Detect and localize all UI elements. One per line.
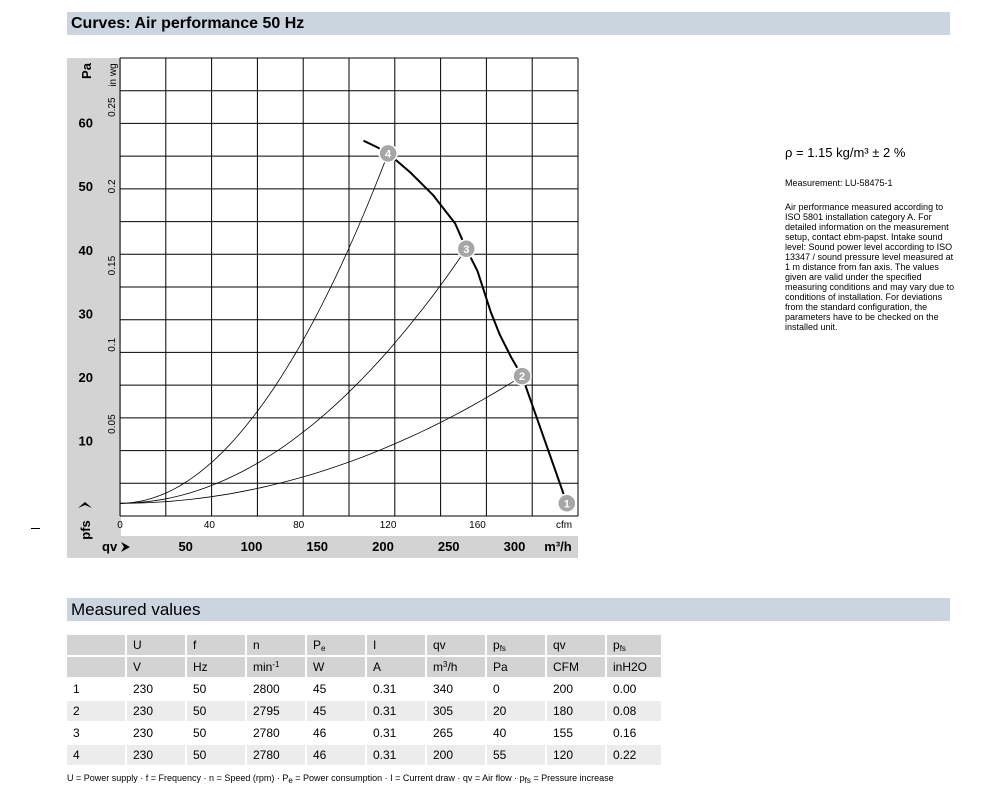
table-cell-text: 155 bbox=[553, 726, 574, 740]
y-axis-band bbox=[67, 58, 121, 536]
measured-title: Measured values bbox=[71, 600, 201, 619]
margin-dash bbox=[31, 528, 40, 529]
table-header-cell bbox=[246, 635, 306, 656]
table-unit-cell-text: inH2O bbox=[613, 660, 648, 674]
table-header-cell bbox=[126, 635, 186, 656]
y-tick-inwg: 0.2 bbox=[107, 179, 118, 194]
table-cell-text: 0.31 bbox=[373, 726, 397, 740]
table-cell-text: 265 bbox=[433, 726, 454, 740]
table-unit-cell-text: Hz bbox=[193, 660, 208, 674]
table-cell bbox=[306, 744, 366, 766]
table-cell-text: 4 bbox=[73, 748, 80, 762]
measured-header-bar bbox=[67, 598, 950, 621]
table-cell bbox=[486, 744, 546, 766]
table-cell-text: 45 bbox=[313, 682, 327, 696]
y-tick-pa: 20 bbox=[78, 370, 93, 386]
y-tick-pa: 30 bbox=[78, 306, 93, 322]
table-header-cell bbox=[546, 635, 606, 656]
x-unit-cfm: cfm bbox=[555, 520, 573, 531]
table-cell bbox=[306, 678, 366, 700]
table-cell bbox=[426, 744, 486, 766]
table-cell bbox=[67, 722, 126, 744]
table-header-cell-sub: e bbox=[321, 643, 326, 653]
table-header-cell-text: f bbox=[193, 638, 197, 652]
table-cell-text: 2795 bbox=[253, 704, 280, 718]
legend-part-3: = Pressure increase bbox=[530, 773, 614, 783]
table-cell-text: 0.00 bbox=[613, 682, 637, 696]
legend-part-1: U = Power supply · f = Frequency · n = Speed (rpm) · P bbox=[67, 773, 289, 783]
table-unit-cell-text: CFM bbox=[553, 660, 579, 674]
operating-point-label-1: 1 bbox=[563, 498, 570, 511]
table-unit-cell-text: V bbox=[133, 660, 142, 674]
table-header-cell-text: I bbox=[373, 638, 377, 652]
table-cell-text: 200 bbox=[553, 682, 574, 696]
x-tick-cfm: 160 bbox=[469, 520, 486, 531]
table-cell bbox=[126, 700, 186, 722]
table-cell bbox=[246, 700, 306, 722]
table-cell bbox=[366, 744, 426, 766]
table-cell bbox=[246, 744, 306, 766]
measurement-description: Air performance measured according to ISO 5801 installation category A. For detailed information on the measurement setup, contact ebm-papst. Intake sound level: Sound power level according to ISO 13347 / sound pressure level measured at 1 m distance from fan axis. The values given are valid under the specified measuring conditions and may vary due to conditions of installation. For deviations from the standard configuration, the parameters have to be checked on the installed unit. bbox=[785, 202, 955, 332]
table-header-cell-text: P bbox=[313, 637, 322, 652]
operating-point-label-4: 4 bbox=[385, 148, 392, 161]
table-row bbox=[67, 678, 662, 700]
x-tick-cfm: 0 bbox=[117, 520, 123, 531]
legend-sub-2: fs bbox=[524, 776, 531, 785]
table-unit-cell bbox=[67, 656, 126, 678]
x-tick-m3h: 100 bbox=[240, 539, 263, 554]
table-cell-text: 20 bbox=[493, 704, 507, 718]
table-cell bbox=[546, 722, 606, 744]
x-tick-m3h: 300 bbox=[503, 539, 526, 554]
y-tick-inwg: 0.15 bbox=[107, 255, 118, 276]
table-cell bbox=[306, 722, 366, 744]
table-unit-cell-text: Pa bbox=[493, 660, 508, 674]
table-header-cell-sub: fs bbox=[619, 643, 626, 653]
x-tick-cfm: 80 bbox=[293, 520, 305, 531]
table-cell-text: 50 bbox=[193, 726, 207, 740]
table-row bbox=[67, 722, 662, 744]
fan-curve bbox=[364, 141, 567, 504]
curves-title: Curves: Air performance 50 Hz bbox=[71, 15, 305, 32]
table-header-cell bbox=[426, 635, 486, 656]
table-header-cell bbox=[486, 635, 546, 656]
y-tick-inwg: 0.05 bbox=[107, 414, 118, 434]
measured-values-table bbox=[67, 635, 663, 767]
table-cell bbox=[186, 678, 246, 700]
table-header-row bbox=[67, 635, 662, 656]
table-cell-text: 230 bbox=[133, 704, 154, 718]
table-cell-text: 0.22 bbox=[613, 748, 637, 762]
table-unit-cell-text: m bbox=[433, 660, 443, 674]
table-cell-text: 2800 bbox=[253, 682, 280, 696]
table-cell-text: 3 bbox=[73, 726, 80, 740]
table-cell-text: 200 bbox=[433, 748, 454, 762]
table-cell-text: 0.31 bbox=[373, 748, 397, 762]
table-unit-cell bbox=[366, 656, 426, 678]
y-tick-inwg: 0.25 bbox=[107, 97, 118, 117]
table-cell bbox=[546, 700, 606, 722]
y-unit-inwg: in wg bbox=[108, 63, 119, 87]
table-cell-text: 340 bbox=[433, 682, 454, 696]
table-unit-cell-sup: 3 bbox=[443, 660, 448, 669]
table-cell bbox=[606, 722, 662, 744]
table-header-cell-text: qv bbox=[433, 638, 446, 652]
table-cell-text: 305 bbox=[433, 704, 454, 718]
table-cell bbox=[246, 722, 306, 744]
table-cell bbox=[486, 722, 546, 744]
table-cell-text: 2780 bbox=[253, 726, 280, 740]
operating-point-label-3: 3 bbox=[463, 243, 470, 256]
table-header-cell bbox=[606, 635, 662, 656]
table-cell bbox=[546, 678, 606, 700]
table-cell-text: 46 bbox=[313, 748, 327, 762]
table-cell bbox=[426, 700, 486, 722]
table-cell bbox=[366, 678, 426, 700]
table-header-cell-text: n bbox=[253, 638, 260, 652]
x-tick-m3h: 250 bbox=[437, 539, 460, 554]
table-unit-cell bbox=[606, 656, 662, 678]
table-unit-cell bbox=[186, 656, 246, 678]
table-cell bbox=[246, 678, 306, 700]
table-cell bbox=[486, 678, 546, 700]
y-tick-inwg: 0.1 bbox=[107, 337, 118, 352]
table-cell-text: 0.08 bbox=[613, 704, 637, 718]
table-cell bbox=[186, 744, 246, 766]
table-cell bbox=[366, 700, 426, 722]
table-cell bbox=[606, 744, 662, 766]
table-header-cell bbox=[306, 635, 366, 656]
table-cell-text: 0 bbox=[493, 682, 500, 696]
table-cell bbox=[67, 744, 126, 766]
table-cell-text: 0.31 bbox=[373, 704, 397, 718]
x-axis-label: qv bbox=[102, 539, 118, 554]
x-tick-cfm: 120 bbox=[379, 520, 397, 531]
table-cell bbox=[67, 700, 126, 722]
x-unit-m3h: m³/h bbox=[544, 539, 572, 554]
table-cell bbox=[186, 700, 246, 722]
table-cell bbox=[126, 744, 186, 766]
table-cell bbox=[306, 700, 366, 722]
table-cell-text: 2780 bbox=[253, 748, 280, 762]
table-unit-cell bbox=[486, 656, 546, 678]
table-header-cell-sub: fs bbox=[499, 643, 506, 653]
y-unit-pa: Pa bbox=[79, 63, 94, 79]
table-unit-row bbox=[67, 656, 662, 678]
y-axis-label: pfs bbox=[78, 520, 93, 540]
air-density-note: ρ = 1.15 kg/m³ ± 2 % bbox=[785, 145, 906, 160]
table-legend bbox=[67, 773, 614, 785]
table-cell-text: 230 bbox=[133, 726, 154, 740]
table-cell bbox=[606, 678, 662, 700]
table-header-cell-text: qv bbox=[553, 638, 566, 652]
table-header-cell bbox=[186, 635, 246, 656]
x-tick-m3h: 50 bbox=[178, 539, 193, 554]
table-cell-text: 1 bbox=[73, 682, 80, 696]
table-cell-text: 120 bbox=[553, 748, 574, 762]
x-tick-m3h: 150 bbox=[306, 539, 329, 554]
table-cell-text: 50 bbox=[193, 704, 207, 718]
table-row bbox=[67, 700, 662, 722]
table-cell-text: 46 bbox=[313, 726, 327, 740]
operating-point-label-2: 2 bbox=[519, 371, 526, 384]
table-cell-text: 50 bbox=[193, 748, 207, 762]
table-unit-cell-text: min bbox=[253, 660, 273, 674]
y-tick-pa: 60 bbox=[78, 115, 93, 131]
legend-part-2: = Power consumption · I = Current draw · qv = Air flow · p bbox=[292, 773, 525, 783]
table-cell-text: 180 bbox=[553, 704, 574, 718]
table-cell bbox=[126, 678, 186, 700]
table-cell bbox=[486, 700, 546, 722]
table-cell-text: 230 bbox=[133, 682, 154, 696]
table-header-cell bbox=[366, 635, 426, 656]
table-cell bbox=[366, 722, 426, 744]
table-cell-text: 0.16 bbox=[613, 726, 637, 740]
table-cell-text: 45 bbox=[313, 704, 327, 718]
x-tick-m3h: 200 bbox=[372, 539, 394, 554]
table-cell-text: 230 bbox=[133, 748, 154, 762]
table-unit-cell bbox=[546, 656, 606, 678]
table-cell-text: 55 bbox=[493, 748, 507, 762]
table-unit-cell-text: A bbox=[373, 660, 382, 674]
y-tick-pa: 10 bbox=[78, 433, 93, 449]
system-curve-2 bbox=[120, 376, 522, 503]
table-cell-text: 0.31 bbox=[373, 682, 397, 696]
table-unit-cell-tail: /h bbox=[447, 660, 458, 674]
table-unit-cell-text: W bbox=[313, 660, 325, 674]
table-unit-cell bbox=[306, 656, 366, 678]
table-cell bbox=[426, 678, 486, 700]
x-tick-cfm: 40 bbox=[203, 520, 215, 531]
table-unit-cell bbox=[246, 656, 306, 678]
legend-sub-1: e bbox=[288, 776, 293, 785]
table-header-cell bbox=[67, 635, 126, 656]
table-cell-text: 40 bbox=[493, 726, 507, 740]
table-header-cell-text: p bbox=[613, 637, 620, 652]
measurement-id: Measurement: LU-58475-1 bbox=[785, 178, 893, 188]
table-unit-cell bbox=[426, 656, 486, 678]
table-header-cell-text: p bbox=[493, 637, 500, 652]
table-row bbox=[67, 744, 662, 766]
table-cell bbox=[426, 722, 486, 744]
table-cell bbox=[186, 722, 246, 744]
y-tick-pa: 50 bbox=[78, 179, 93, 195]
table-cell-text: 50 bbox=[193, 682, 207, 696]
y-tick-pa: 40 bbox=[78, 242, 93, 258]
table-cell-text: 2 bbox=[73, 704, 80, 718]
table-cell bbox=[606, 700, 662, 722]
table-unit-cell-sup: -1 bbox=[272, 660, 280, 669]
table-header-cell-text: U bbox=[133, 638, 142, 652]
table-cell bbox=[67, 678, 126, 700]
table-cell bbox=[126, 722, 186, 744]
table-cell bbox=[546, 744, 606, 766]
table-unit-cell bbox=[126, 656, 186, 678]
